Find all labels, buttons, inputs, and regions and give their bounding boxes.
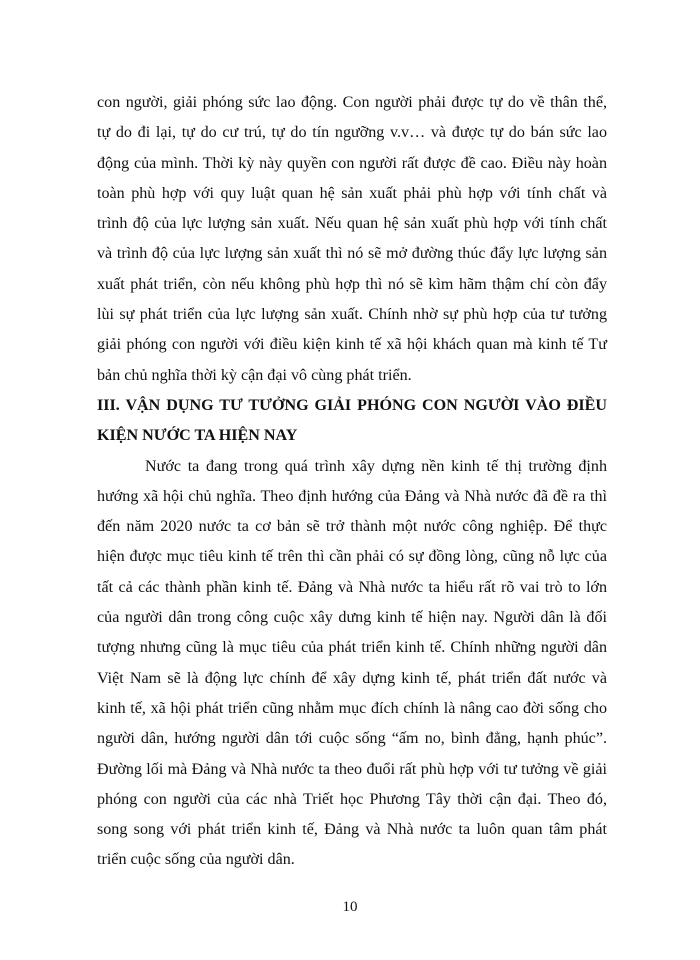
paragraph-1 [97, 88, 607, 391]
text-line: phóng con người của các nhà Triết học Phương Tây thời cận đại. Theo đó, [97, 790, 607, 808]
text-line: Đường lối mà Đảng và Nhà nước ta theo đuổi rất phù hợp với tư tưởng về giải [97, 760, 607, 778]
text-line: và trình độ của lực lượng sản xuất thì nó sẽ mở đường thúc đẩy lực lượng sản [97, 245, 607, 263]
text-line: động của mình. Thời kỳ này quyền con người rất được đề cao. Điều này hoàn [97, 154, 607, 172]
page-body [97, 88, 607, 876]
page-number: 10 [342, 899, 358, 915]
text-line: triển cuộc sống của người dân. [97, 851, 295, 869]
section-heading [97, 391, 607, 452]
text-line: song song với phát triển kinh tế, Đảng và Nhà nước ta luôn quan tâm phát [97, 821, 607, 839]
text-line: người dân, hướng người dân tới cuộc sống “ấm no, bình đẳng, hạnh phúc”. [97, 730, 607, 748]
text-line: đến năm 2020 nước ta cơ bản sẽ trở thành một nước công nghiệp. Để thực [97, 518, 607, 536]
heading-line: KIỆN NƯỚC TA HIỆN NAY [97, 427, 298, 445]
text-line: giải phóng con người với điều kiện kinh tế xã hội khách quan mà kinh tế Tư [97, 336, 607, 354]
text-line: trình độ của lực lượng sản xuất. Nếu quan hệ sản xuất phù hợp với tính chất [97, 215, 607, 233]
paragraph-2 [97, 452, 607, 876]
text-line: hiện được mục tiêu kinh tế trên thì cần phải có sự đồng lòng, cũng nỗ lực của [97, 548, 607, 566]
text-line: tất cả các thành phần kinh tế. Đảng và Nhà nước ta hiểu rất rõ vai trò to lớn [97, 578, 607, 596]
text-line: lùi sự phát triển của lực lượng sản xuất. Chính nhờ sự phù hợp của tư tưởng [97, 306, 607, 324]
text-line: kinh tế, xã hội phát triển cũng nhằm mục đích chính là nâng cao đời sống cho [97, 699, 607, 717]
text-line: toàn phù hợp với quy luật quan hệ sản xuất phải phù hợp với tính chất và [97, 184, 607, 202]
text-line: bản chủ nghĩa thời kỳ cận đại vô cùng phát triển. [97, 366, 412, 384]
text-line: xuất phát triển, còn nếu không phù hợp thì nó sẽ kìm hãm thậm chí còn đẩy [97, 275, 607, 293]
text-line: hướng xã hội chủ nghĩa. Theo định hướng của Đảng và Nhà nước đã đề ra thì [97, 487, 607, 505]
text-line: tượng nhưng cũng là mục tiêu của phát triển kinh tế. Chính những người dân [97, 639, 607, 657]
text-line: con người, giải phóng sức lao động. Con người phải được tự do về thân thể, [97, 94, 607, 111]
heading-line: III. VẬN DỤNG TƯ TƯỞNG GIẢI PHÓNG CON NGƯỜI VÀO ĐIỀU [97, 396, 607, 414]
text-line: của người dân trong công cuộc xây dưng kinh tế hiện nay. Người dân là đối [97, 609, 607, 627]
text-line: tự do đi lại, tự do cư trú, tự do tín ngưỡng v.v… và được tự do bán sức lao [97, 124, 607, 142]
text-line: Việt Nam sẽ là động lực chính để xây dựng kinh tế, phát triển đất nước và [97, 669, 607, 687]
text-line: Nước ta đang trong quá trình xây dựng nền kinh tế thị trường định [145, 457, 607, 475]
